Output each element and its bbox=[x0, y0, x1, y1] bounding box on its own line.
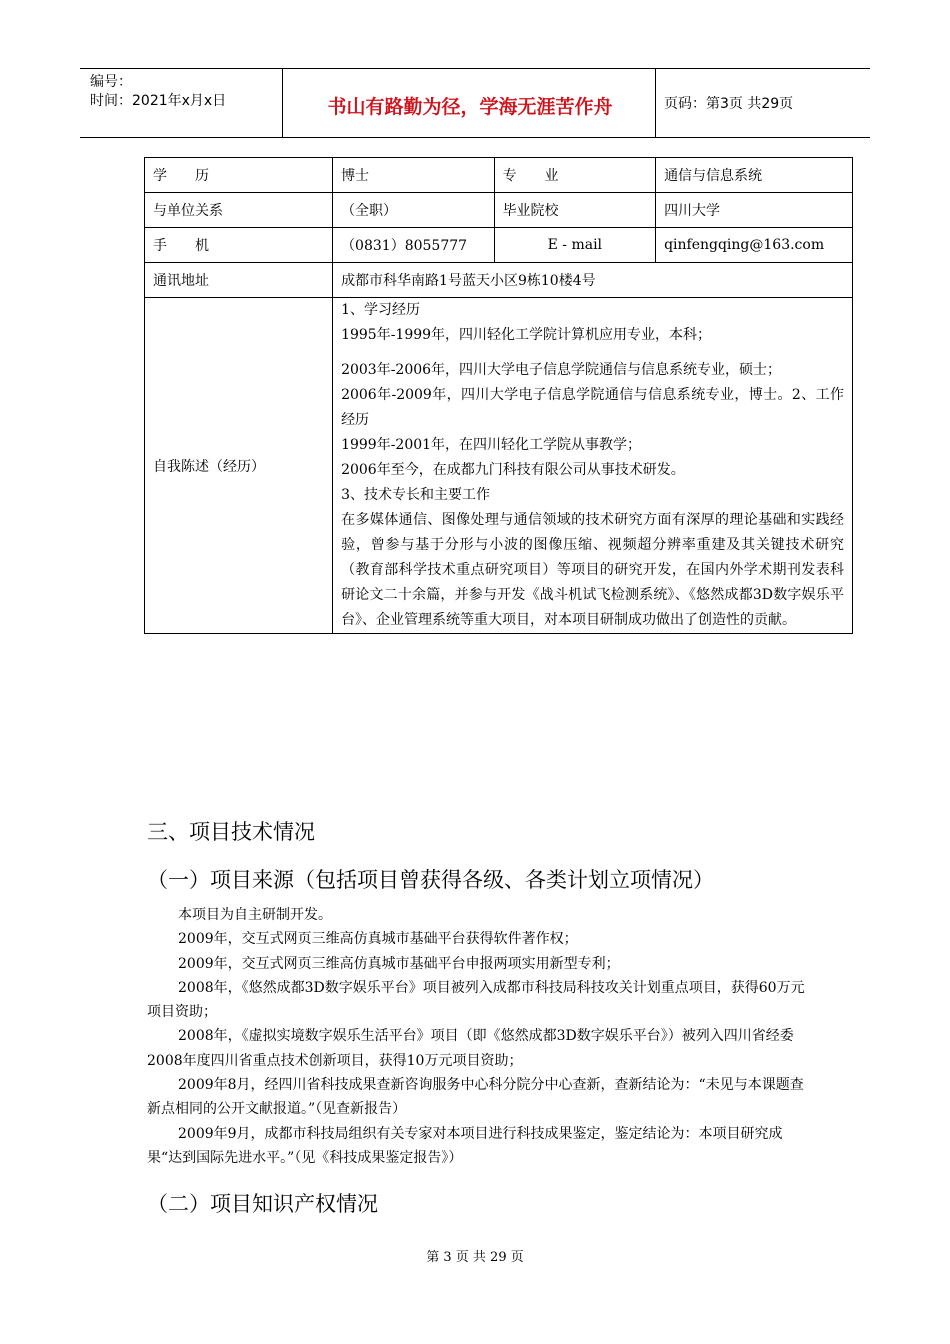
header-motto: 书山有路勤为径，学海无涯苦作舟 bbox=[327, 96, 613, 118]
header-number: 编号： bbox=[90, 74, 132, 90]
table-cell-value: （0831）8055777 bbox=[333, 228, 495, 263]
section-title: 三、项目技术情况 bbox=[147, 820, 315, 844]
table-cell-value: 四川大学 bbox=[656, 193, 853, 228]
header-divider bbox=[282, 69, 283, 137]
body-paragraph: 2008年，《悠然成都3D数字娱乐平台》项目被列入成都市科技局科技攻关计划重点项目，获得60万元项目资助； bbox=[147, 979, 805, 1021]
address-value: 成都市科华南路1号蓝天小区9栋10楼4号 bbox=[333, 263, 853, 298]
address-label: 通讯地址 bbox=[145, 263, 333, 298]
header-meta bbox=[90, 73, 226, 111]
body-paragraph: 2009年，交互式网页三维高仿真城市基础平台获得软件著作权； bbox=[178, 931, 578, 948]
statement-line: 1995年-1999年，四川轻化工学院计算机应用专业，本科； bbox=[341, 327, 712, 343]
statement-line: 在多媒体通信、图像处理与通信领域的技术研究方面有深厚的理论基础和实践经验，曾参与基于分形与小波的图像压缩、视频超分辨率重建及其关键技术研究（教育部科学技术重点研究项目）等项目的研究开发，在国内外学术期刊发表科研论文二十余篇，并参与开发《战斗机试飞检测系统》、《悠然成都3D数字娱乐平台》、企业管理系统等重大项目，对本项目研制成功做出了创造性的贡献。 bbox=[341, 512, 844, 628]
subsection-title: （二）项目知识产权情况 bbox=[147, 1192, 378, 1216]
table-row bbox=[145, 298, 853, 634]
body-paragraph: 2008年，《虚拟实境数字娱乐生活平台》项目（即《悠然成都3D数字娱乐平台》）被列入四川省经委2008年度四川省重点技术创新项目，获得10万元项目资助； bbox=[147, 1028, 794, 1069]
header-divider bbox=[655, 69, 656, 137]
page-footer: 第 3 页 共 29 页 bbox=[426, 1250, 524, 1265]
page-header bbox=[80, 68, 870, 138]
table-cell-label: 与单位关系 bbox=[145, 193, 333, 228]
statement-line: 2003年-2006年，四川大学电子信息学院通信与信息系统专业，硕士； bbox=[341, 362, 782, 378]
personal-info-table bbox=[144, 157, 853, 634]
table-cell-label: 手 机 bbox=[145, 228, 333, 263]
body-paragraph: 本项目为自主研制开发。 bbox=[178, 907, 332, 923]
table-cell-label: 毕业院校 bbox=[494, 193, 656, 228]
table-cell-value: qinfengqing@163.com bbox=[656, 228, 853, 263]
statement-line: 3、技术专长和主要工作 bbox=[341, 487, 490, 503]
header-time: 时间：2021年x月x日 bbox=[90, 93, 227, 109]
section-body bbox=[147, 903, 807, 1170]
statement-line: 2006年-2009年，四川大学电子信息学院通信与信息系统专业，博士。2、工作经历 bbox=[341, 387, 844, 428]
statement-line: 1999年-2001年，在四川轻化工学院从事教学； bbox=[341, 437, 642, 453]
body-paragraph: 2009年8月，经四川省科技成果查新咨询服务中心科分院分中心查新，查新结论为：“未见与本课题查新点相同的公开文献报道。”（见查新报告） bbox=[147, 1077, 804, 1118]
header-page: 页码：第3页 共29页 bbox=[664, 96, 794, 112]
table-row bbox=[145, 263, 853, 298]
statement-line: 1、学习经历 bbox=[341, 302, 420, 318]
table-cell-value: 博士 bbox=[333, 158, 495, 193]
table-cell-label: 学 历 bbox=[145, 158, 333, 193]
table-cell-label: 专 业 bbox=[494, 158, 656, 193]
table-row bbox=[145, 158, 853, 193]
table-cell-label: E - mail bbox=[494, 228, 656, 263]
subsection-title: （一）项目来源（包括项目曾获得各级、各类计划立项情况） bbox=[147, 868, 714, 892]
table-cell-value: （全职） bbox=[333, 193, 495, 228]
table-row bbox=[145, 228, 853, 263]
table-cell-value: 通信与信息系统 bbox=[656, 158, 853, 193]
self-statement-content bbox=[333, 298, 853, 634]
body-paragraph: 2009年9月，成都市科技局组织有关专家对本项目进行科技成果鉴定，鉴定结论为：本项目研究成果“达到国际先进水平。”（见《科技成果鉴定报告》） bbox=[147, 1125, 783, 1166]
body-paragraph: 2009年，交互式网页三维高仿真城市基础平台申报两项实用新型专利； bbox=[178, 955, 620, 972]
table-row bbox=[145, 193, 853, 228]
self-statement-label: 自我陈述（经历） bbox=[145, 298, 333, 634]
statement-line: 2006年至今，在成都九门科技有限公司从事技术研发。 bbox=[341, 462, 685, 478]
